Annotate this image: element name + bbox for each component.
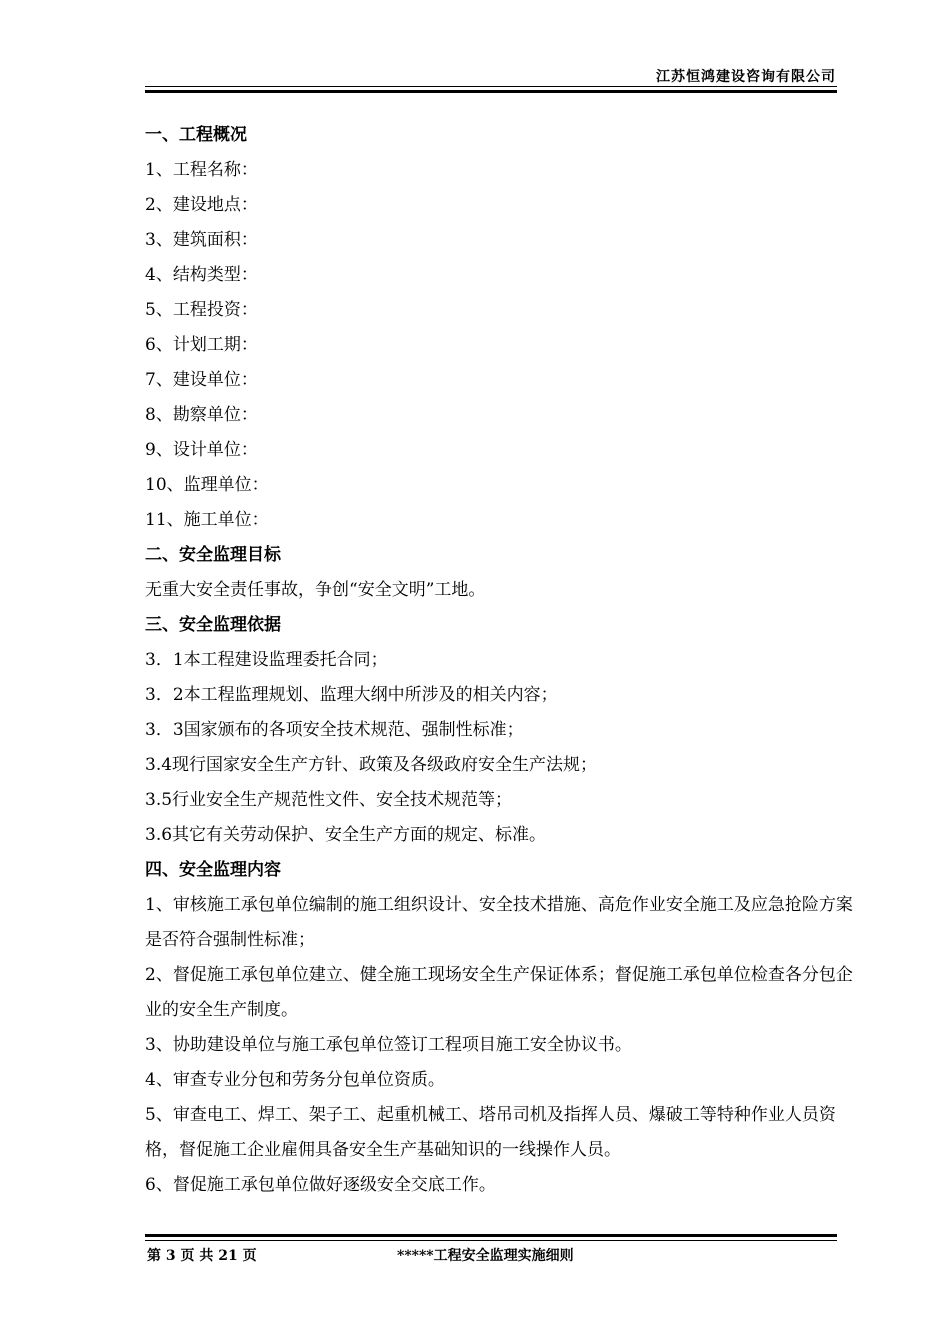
section-4-title: 四、安全监理内容 [145, 860, 281, 880]
section-2-title: 二、安全监理目标 [145, 545, 281, 565]
survey-unit-item: 8、勘察单位： [145, 405, 258, 425]
content-item: 4、审查专业分包和劳务分包单位资质。 [145, 1070, 445, 1090]
basis-item: 3．3国家颁布的各项安全技术规范、强制性标准； [145, 720, 524, 740]
safety-goal-text: 无重大安全责任事故，争创“安全文明”工地。 [145, 580, 486, 600]
content-item: 6、督促施工承包单位做好逐级安全交底工作。 [145, 1175, 496, 1195]
project-investment-item: 5、工程投资： [145, 300, 258, 320]
content-item: 1、审核施工承包单位编制的施工组织设计、安全技术措施、高危作业安全施工及应急抢险方案是否符合强制性标准； [145, 895, 853, 950]
header-rule-thin [145, 86, 837, 87]
footer-rule-thick [145, 1234, 837, 1237]
footer-rule-thin [145, 1240, 837, 1241]
section-1-title: 一、工程概况 [145, 125, 247, 145]
content-item: 5、审查电工、焊工、架子工、起重机械工、塔吊司机及指挥人员、爆破工等特种作业人员资格，督促施工企业雇佣具备安全生产基础知识的一线操作人员。 [145, 1105, 836, 1160]
footer-document-title: *****工程安全监理实施细则 [397, 1248, 574, 1264]
design-unit-item: 9、设计单位： [145, 440, 258, 460]
structure-type-item: 4、结构类型： [145, 265, 258, 285]
basis-item: 3.6其它有关劳动保护、安全生产方面的规定、标准。 [145, 825, 547, 845]
footer-page-number: 第 3 页 共 21 页 [147, 1248, 257, 1264]
basis-item: 3．2本工程监理规划、监理大纲中所涉及的相关内容； [145, 685, 558, 705]
owner-unit-item: 7、建设单位： [145, 370, 258, 390]
project-name-item: 1、工程名称： [145, 160, 258, 180]
building-area-item: 3、建筑面积： [145, 230, 258, 250]
basis-item: 3．1本工程建设监理委托合同； [145, 650, 388, 670]
project-location-item: 2、建设地点： [145, 195, 258, 215]
content-item: 2、督促施工承包单位建立、健全施工现场安全生产保证体系；督促施工承包单位检查各分包企业的安全生产制度。 [145, 965, 853, 1020]
section-3-title: 三、安全监理依据 [145, 615, 281, 635]
header-company-name: 江苏恒鸿建设咨询有限公司 [656, 69, 836, 85]
planned-duration-item: 6、计划工期： [145, 335, 258, 355]
header-rule-thick [145, 90, 837, 93]
content-item: 3、协助建设单位与施工承包单位签订工程项目施工安全协议书。 [145, 1035, 632, 1055]
basis-item: 3.4现行国家安全生产方针、政策及各级政府安全生产法规； [145, 755, 598, 775]
document-body [145, 118, 857, 1203]
basis-item: 3.5行业安全生产规范性文件、安全技术规范等； [145, 790, 513, 810]
supervision-unit-item: 10、监理单位： [145, 475, 269, 495]
construction-unit-item: 11、施工单位： [145, 510, 269, 530]
